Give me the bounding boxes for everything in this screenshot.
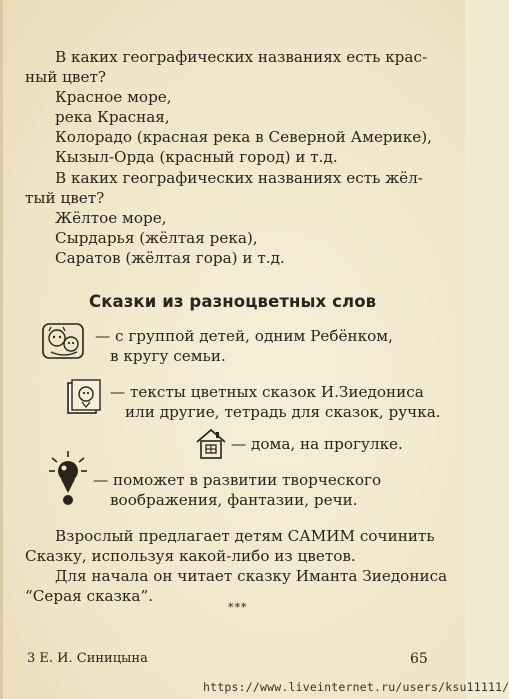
hint-place: — дома, на прогулке. bbox=[231, 435, 403, 453]
question-yellow-line2: тый цвет? bbox=[25, 189, 105, 207]
body-line2: Сказку, используя какой-либо из цветов. bbox=[25, 547, 356, 565]
question-yellow-line1: В каких географических названиях есть жёл- bbox=[55, 169, 423, 187]
yellow-item: Сырдарья (жёлтая река), bbox=[55, 229, 258, 247]
body-line3: Для начала он читает сказку Иманта Зиедониса bbox=[55, 567, 448, 585]
footer-author: 3 Е. И. Синицына bbox=[27, 651, 148, 666]
house-icon bbox=[194, 427, 228, 465]
question-red-line1: В каких географических названиях есть крас- bbox=[55, 48, 428, 66]
yellow-item: Жёлтое море, bbox=[55, 209, 167, 227]
watermark-url: https://www.liveinternet.ru/users/ksu11111/ bbox=[203, 680, 509, 694]
section-heading: Сказки из разноцветных слов bbox=[89, 292, 377, 311]
lightbulb-icon bbox=[47, 449, 89, 511]
red-item: Кызыл-Орда (красный город) и т.д. bbox=[55, 148, 338, 166]
hint-benefit-line1: — поможет в развитии творческого bbox=[93, 471, 382, 489]
question-red-line2: ный цвет? bbox=[25, 68, 107, 86]
yellow-item: Саратов (жёлтая гора) и т.д. bbox=[55, 249, 285, 267]
red-item: река Красная, bbox=[55, 108, 170, 126]
page-number: 65 bbox=[410, 651, 428, 667]
hint-materials-line1: — тексты цветных сказок И.Зиедониса bbox=[110, 383, 424, 401]
hint-people-line1: — с группой детей, одним Ребёнком, bbox=[95, 327, 393, 345]
people-icon bbox=[41, 318, 87, 368]
hint-people-line2: в кругу семьи. bbox=[110, 347, 226, 365]
body-line4: “Серая сказка”. bbox=[25, 587, 154, 605]
red-item: Колорадо (красная река в Северной Америке), bbox=[55, 128, 433, 146]
hint-benefit-line2: воображения, фантазии, речи. bbox=[110, 491, 358, 509]
body-line1: Взрослый предлагает детям САМИМ сочинить bbox=[55, 527, 435, 545]
hint-materials-line2: или другие, тетрадь для сказок, ручка. bbox=[125, 403, 441, 421]
section-separator: *** bbox=[228, 601, 248, 614]
red-item: Красное море, bbox=[55, 88, 172, 106]
book-icon bbox=[65, 377, 105, 421]
